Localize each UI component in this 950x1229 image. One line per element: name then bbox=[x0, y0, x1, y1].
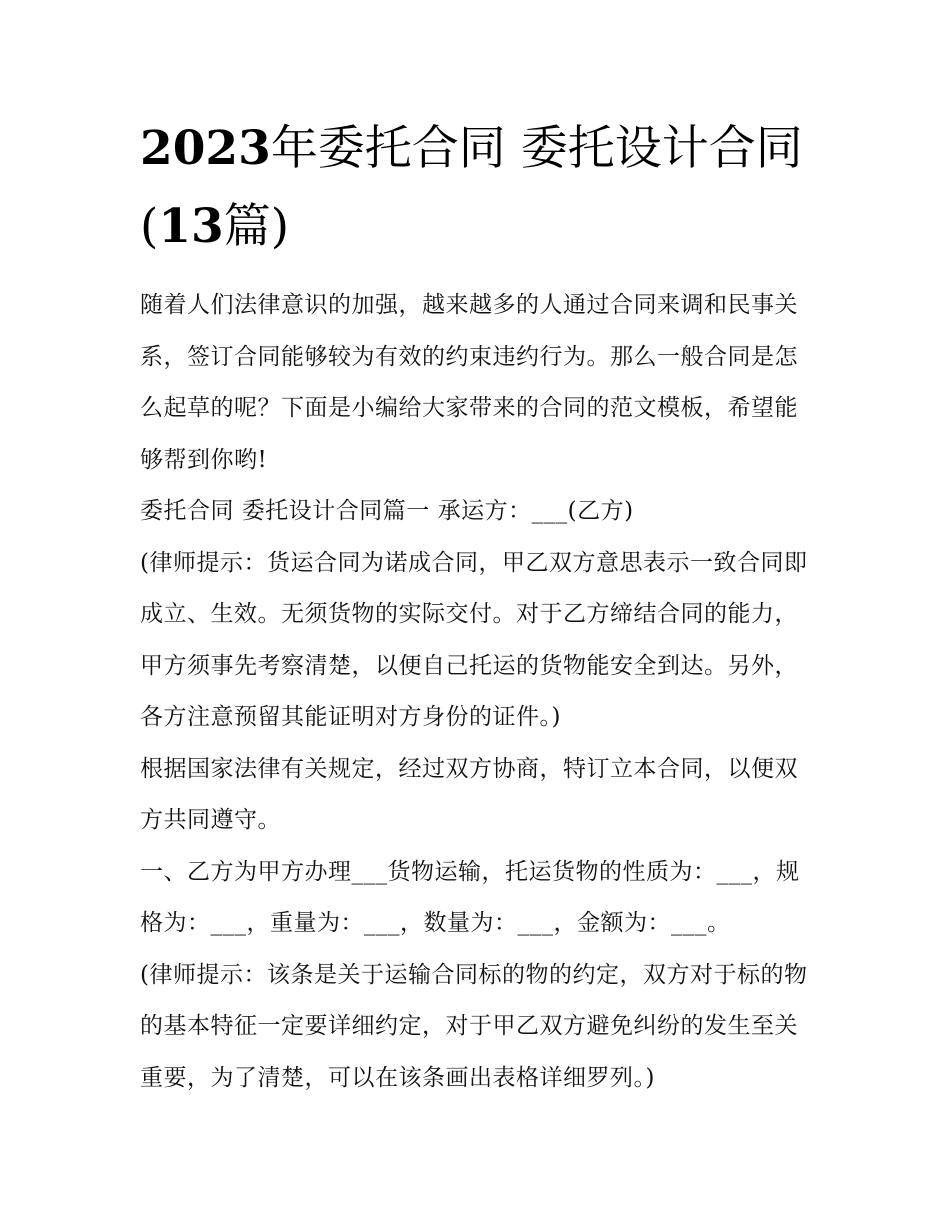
lawyer-tip-paragraph: (律师提示：货运合同为诺成合同，甲乙双方意思表示一致合同即成立、生效。无须货物的实际交付。对于乙方缔结合同的能力，甲方须事先考察清楚，以便自己托运的货物能安全到达。另外，各方注意预留其能证明对方身份的证件。) bbox=[140, 549, 808, 730]
title-main: 年委托合同 委托设计合同( bbox=[140, 121, 803, 254]
document-title bbox=[140, 110, 820, 266]
intro-paragraph: 随着人们法律意识的加强，越来越多的人通过合同来调和民事关系，签订合同能够较为有效的约束违约行为。那么一般合同是怎么起草的呢？下面是小编给大家带来的合同的范文模板，希望能够帮到你哟! bbox=[140, 292, 798, 473]
clause-one-paragraph: 一、乙方为甲方办理___货物运输，托运货物的性质为：___，规格为：___，重量为：___，数量为：___，金额为：___。 bbox=[140, 858, 800, 936]
document-body bbox=[140, 110, 820, 1104]
title-year: 2023 bbox=[140, 121, 271, 176]
lawyer-tip-clause-paragraph: (律师提示：该条是关于运输合同标的物的约定，双方对于标的物的基本特征一定要详细约定，对于甲乙双方避免纠纷的发生至关重要，为了清楚，可以在该条画出表格详细罗列。) bbox=[140, 961, 808, 1091]
contract-heading-line: 委托合同 委托设计合同篇一 承运方：___(乙方) bbox=[140, 498, 634, 524]
title-count: 13 bbox=[158, 199, 224, 254]
agreement-basis-paragraph: 根据国家法律有关规定，经过双方协商，特订立本合同，以便双方共同遵守。 bbox=[140, 755, 798, 833]
title-end: 篇) bbox=[223, 199, 290, 254]
